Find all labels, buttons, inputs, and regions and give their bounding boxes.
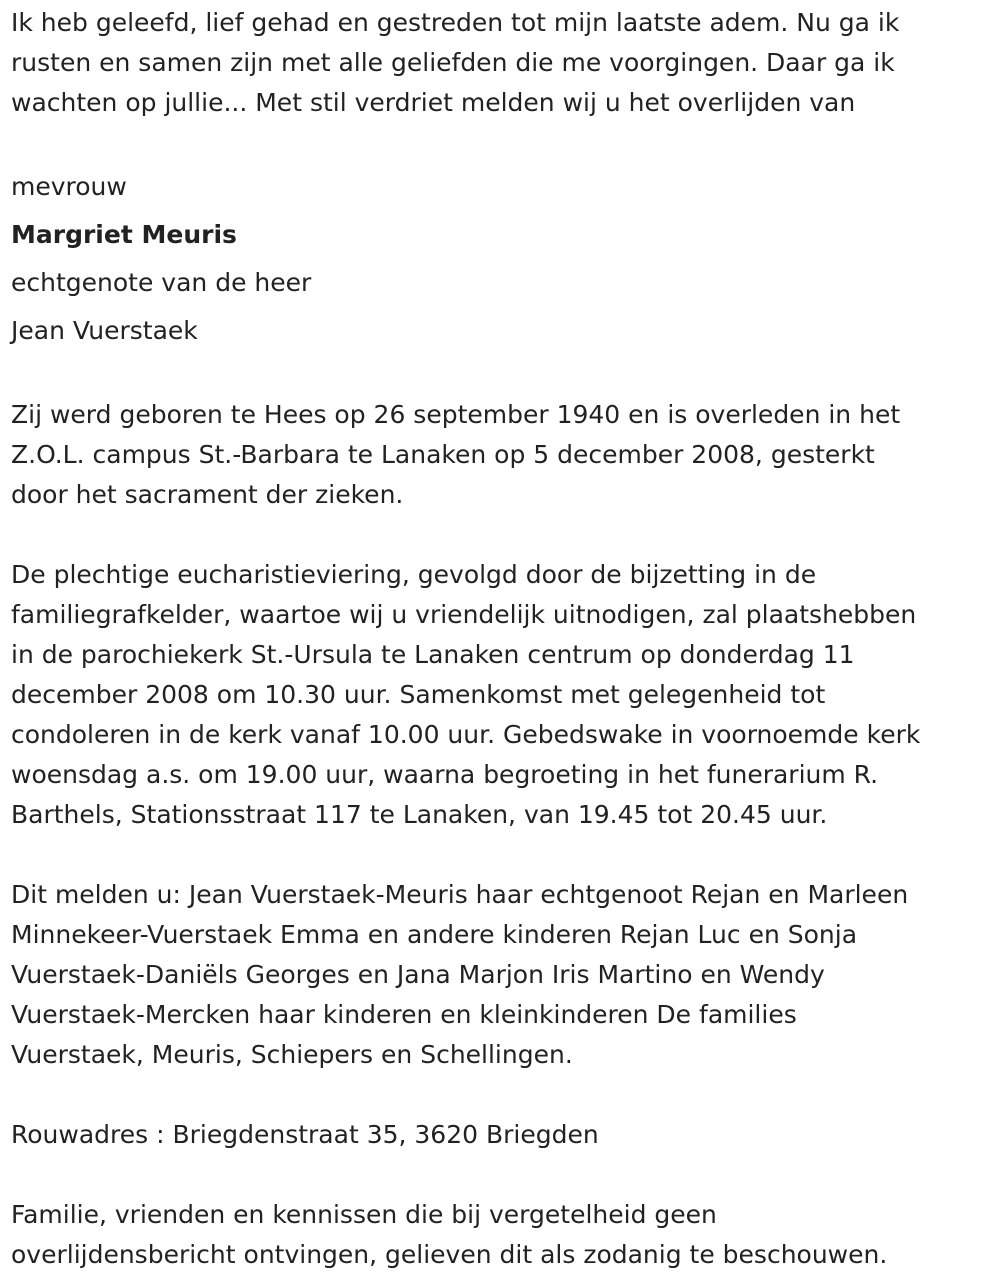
family-paragraph (11, 875, 991, 1075)
text-line: Vuerstaek-Daniëls Georges en Jana Marjon Iris Martino en Wendy (11, 960, 825, 989)
paragraph-spacer (11, 1075, 991, 1115)
paragraph-spacer (11, 123, 991, 163)
text-line: in de parochiekerk St.-Ursula te Lanaken centrum op donderdag 11 (11, 640, 855, 669)
text-line: Familie, vrienden en kennissen die bij vergetelheid geen (11, 1200, 717, 1229)
text-line: Vuerstaek, Meuris, Schiepers en Schellingen. (11, 1040, 573, 1069)
birth-death-paragraph (11, 395, 991, 515)
text-line: Zij werd geboren te Hees op 26 september 1940 en is overleden in het (11, 400, 901, 429)
address-paragraph (11, 1115, 991, 1155)
paragraph-spacer (11, 835, 991, 875)
text-line: Dit melden u: Jean Vuerstaek-Meuris haar echtgenoot Rejan en Marleen (11, 880, 909, 909)
text-line: Z.O.L. campus St.-Barbara te Lanaken op 5 december 2008, gesterkt (11, 440, 875, 469)
text-line: Ik heb geleefd, lief gehad en gestreden tot mijn laatste adem. Nu ga ik (11, 8, 900, 37)
text-line: familiegrafkelder, waartoe wij u vriendelijk uitnodigen, zal plaatshebben (11, 600, 917, 629)
text-line: rusten en samen zijn met alle geliefden die me voorgingen. Daar ga ik (11, 48, 895, 77)
text-line: woensdag a.s. om 19.00 uur, waarna begroeting in het funerarium R. (11, 760, 879, 789)
deceased-relation: echtgenote van de heer (11, 268, 312, 297)
paragraph-spacer (11, 1155, 991, 1195)
text-line: Barthels, Stationsstraat 117 te Lanaken, van 19.45 tot 20.45 uur. (11, 800, 828, 829)
deceased-name: Margriet Meuris (11, 220, 237, 249)
intro-paragraph (11, 3, 991, 123)
ceremony-paragraph (11, 555, 991, 835)
paragraph-spacer (11, 515, 991, 555)
text-line: De plechtige eucharistieviering, gevolgd door de bijzetting in de (11, 560, 817, 589)
deceased-title: mevrouw (11, 172, 127, 201)
text-line: Vuerstaek-Mercken haar kinderen en kleinkinderen De families (11, 1000, 797, 1029)
obituary-document (11, 3, 991, 1275)
spouse-name: Jean Vuerstaek (11, 316, 198, 345)
text-line: december 2008 om 10.30 uur. Samenkomst met gelegenheid tot (11, 680, 826, 709)
deceased-block (11, 163, 991, 355)
text-line: condoleren in de kerk vanaf 10.00 uur. Gebedswake in voornoemde kerk (11, 720, 921, 749)
text-line: door het sacrament der zieken. (11, 480, 404, 509)
paragraph-spacer (11, 355, 991, 395)
mourning-address: Rouwadres : Briegdenstraat 35, 3620 Briegden (11, 1120, 599, 1149)
text-line: wachten op jullie... Met stil verdriet melden wij u het overlijden van (11, 88, 856, 117)
closing-paragraph (11, 1195, 991, 1275)
text-line: overlijdensbericht ontvingen, gelieven dit als zodanig te beschouwen. (11, 1240, 888, 1269)
text-line: Minnekeer-Vuerstaek Emma en andere kinderen Rejan Luc en Sonja (11, 920, 858, 949)
